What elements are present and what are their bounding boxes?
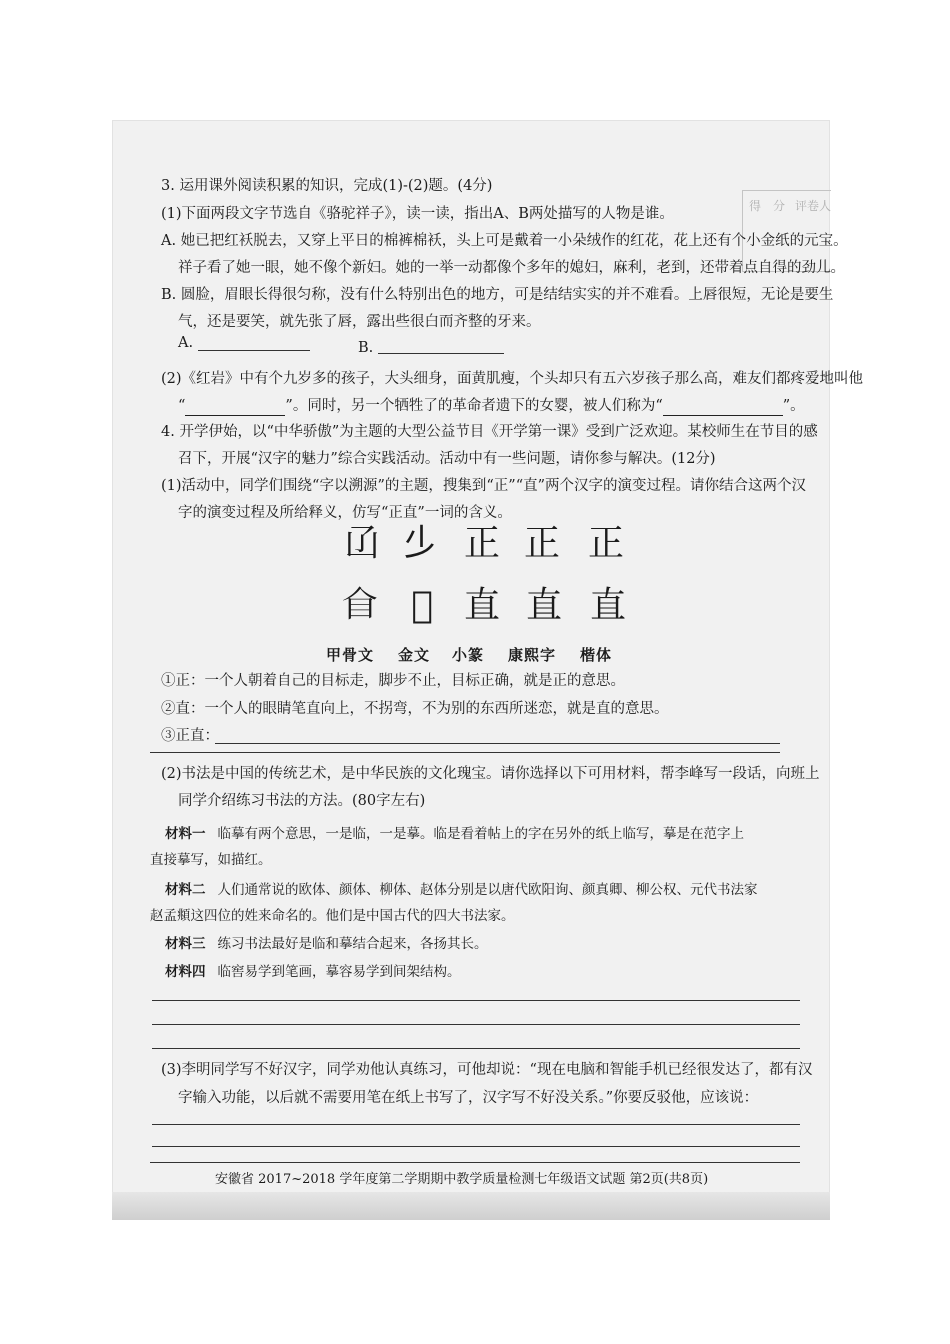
script-label: 甲骨文: [326, 646, 375, 664]
q3-p2-quote: “: [178, 398, 186, 414]
answer-label-b: B.: [358, 340, 374, 356]
page-footer: 安徽省 2017~2018 学年度第二学期期中教学质量检测七年级语文试题 第2页(共8页): [215, 1172, 709, 1187]
q3-p2: (2)《红岩》中有个九岁多的孩子，大头细身，面黄肌瘦，个头却只有五六岁孩子那么高，难友们都疼爱地叫他: [161, 371, 864, 387]
script-label: 小篆: [452, 646, 485, 664]
footer-divider: [150, 1162, 800, 1163]
material-2-label: 材料二: [165, 882, 206, 898]
glyph-zheng-seal: 正: [463, 523, 500, 564]
glyph-zhi-kai: 直: [589, 585, 626, 626]
definition-zheng: ①正：一个人朝着自己的目标走，脚步不止，目标正确，就是正的意思。: [161, 673, 625, 689]
material-1-label: 材料一: [165, 826, 206, 842]
answer-blank-b[interactable]: [378, 353, 504, 354]
script-label: 康熙字: [508, 646, 557, 664]
definition-zhengzhi-label: ③正直：: [161, 728, 219, 744]
material-1: [165, 824, 744, 844]
q4-p1: 字的演变过程及所给释义，仿写“正直”一词的含义。: [178, 505, 512, 521]
q4-p2: (2)书法是中国的传统艺术，是中华民族的文化瑰宝。请你选择以下可用材料，帮李峰写一段话，向班上: [161, 766, 820, 782]
material-2: [165, 880, 758, 900]
glyph-zhi-kangxi: 直: [525, 585, 562, 626]
q3-passage-b: B. 圆脸，眉眼长得很匀称，没有什么特别出色的地方，可是结结实实的并不难看。上唇很短，无论是要生: [161, 287, 834, 303]
answer-line-zhengzhi[interactable]: [215, 743, 780, 744]
material-4-label: 材料四: [165, 964, 206, 980]
q4-title: 召下，开展“汉字的魅力”综合实践活动。活动中有一些问题，请你参与解决。(12分): [178, 451, 716, 467]
material-2-text: 赵孟頫这四位的姓来命名的。他们是中国古代的四大书法家。: [150, 908, 515, 924]
answer-line-zhengzhi[interactable]: [150, 752, 780, 753]
material-1-text: 临摹有两个意思，一是临，一是摹。临是看着帖上的字在另外的纸上临写，摹是在范字上: [217, 826, 744, 842]
q4-p2: 同学介绍练习书法的方法。(80字左右): [178, 793, 426, 809]
material-1-text: 直接摹写，如描红。: [150, 852, 272, 868]
answer-label-a: A.: [178, 335, 194, 351]
score-box-label: 得: [749, 199, 762, 213]
glyph-zhi-oracle: 𥃦: [341, 585, 378, 626]
score-box-label: 评卷人: [795, 199, 832, 213]
q4-p3: 字输入功能，以后就不需要用笔在纸上书写了，汉字写不好没关系。”你要反驳他，应该说：: [178, 1090, 759, 1106]
material-3: [165, 934, 488, 954]
script-label: 金文: [398, 646, 431, 664]
answer-line-calligraphy[interactable]: [152, 1024, 800, 1025]
q3-title: 3. 运用课外阅读积累的知识，完成(1)-(2)题。(4分): [161, 178, 493, 194]
script-label: 楷体: [580, 646, 613, 664]
material-3-text: 练习书法最好是临和摹结合起来，各扬其长。: [217, 936, 488, 952]
glyph-zheng-oracle: 𠙶: [343, 523, 380, 564]
answer-line-rebuttal[interactable]: [152, 1146, 800, 1147]
glyph-zheng-bronze: 𣥂: [403, 523, 440, 564]
score-box-label: 分: [773, 199, 786, 213]
glyph-zhi-seal: 直: [463, 585, 500, 626]
material-3-label: 材料三: [165, 936, 206, 952]
q3-passage-a: A. 她已把红袄脱去，又穿上平日的棉裤棉袄，头上可是戴着一小朵绒作的红花，花上还有个小金纸的元宝。: [161, 233, 848, 249]
answer-line-rebuttal[interactable]: [152, 1124, 800, 1125]
glyph-zhi-bronze: 𥄂: [411, 585, 433, 626]
answer-blank-infant[interactable]: [663, 399, 783, 416]
q3-passage-b: 气，还是要笑，就先张了唇，露出些很白而齐整的牙来。: [178, 314, 541, 330]
q4-p1: (1)活动中，同学们围绕“字以溯源”的主题，搜集到“正”“直”两个汉字的演变过程。请你结合这两个汉: [161, 478, 807, 494]
answer-line-calligraphy[interactable]: [152, 1048, 800, 1049]
q3-p2-quote: ”。: [782, 398, 805, 414]
material-4-text: 临窖易学到笔画，摹容易学到间架结构。: [217, 964, 461, 980]
q4-p3: (3)李明同学写不好汉字，同学劝他认真练习，可他却说：“现在电脑和智能手机已经很发达了，都有汉: [161, 1062, 813, 1078]
answer-blank-a[interactable]: [198, 350, 310, 351]
sheet-shadow: [112, 1192, 830, 1220]
answer-blank-nickname[interactable]: [185, 399, 285, 416]
material-2-text: 人们通常说的欧体、颜体、柳体、赵体分别是以唐代欧阳询、颜真卿、柳公权、元代书法家: [217, 882, 758, 898]
q3-p2: [178, 396, 805, 416]
answer-line-calligraphy[interactable]: [152, 1000, 800, 1001]
material-4: [165, 962, 461, 982]
q4-title: 4. 开学伊始，以“中华骄傲”为主题的大型公益节目《开学第一课》受到广泛欢迎。某校师生在节目的感: [161, 424, 818, 440]
glyph-zheng-kai: 正: [587, 523, 624, 564]
q3-passage-a: 祥子看了她一眼，她不像个新妇。她的一举一动都像个多年的媳妇，麻利，老到，还带着点自得的劲儿。: [178, 260, 845, 276]
q3-p1-intro: (1)下面两段文字节选自《骆驼祥子》，读一读，指出A、B两处描写的人物是谁。: [161, 206, 674, 222]
glyph-zheng-kangxi: 正: [523, 523, 560, 564]
q3-p2-text: ”。同时，另一个牺牲了的革命者遗下的女婴，被人们称为“: [285, 398, 663, 414]
definition-zhi: ②直：一个人的眼睛笔直向上，不拐弯，不为别的东西所迷恋，就是直的意思。: [161, 701, 669, 717]
